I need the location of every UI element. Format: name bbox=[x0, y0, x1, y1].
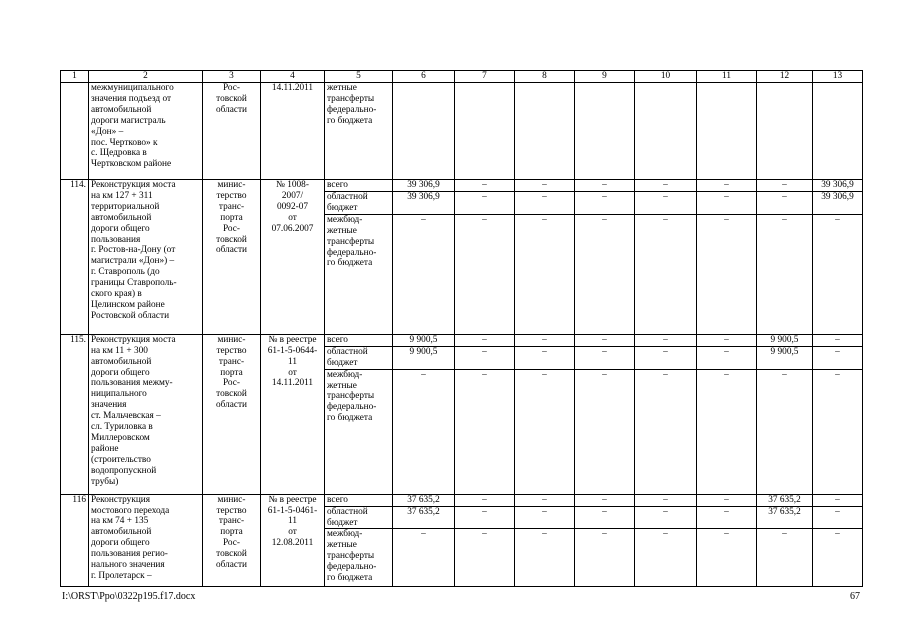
entry-number: 116 bbox=[61, 494, 89, 587]
funding-source: межбюд- жетные трансферты федерально- го бюджета bbox=[325, 369, 393, 494]
amount-cell: 37 635,2 bbox=[757, 506, 813, 529]
funding-source: межбюд- жетные трансферты федерально- го бюджета bbox=[325, 529, 393, 587]
entry-name: Реконструкция мостового перехода на км 74 + 135 автомобильной дороги общего пользования регио- нального значения г. Пролетарск – bbox=[89, 494, 203, 587]
cont-empty-cell bbox=[697, 83, 757, 180]
amount-cell: – bbox=[455, 214, 515, 334]
amount-cell: – bbox=[697, 192, 757, 215]
funding-source: всего bbox=[325, 494, 393, 506]
cont-name-cell: межмуниципального значения подъезд от автомобильной дороги магистраль «Дон» – пос. Чертково» к с. Щедровка в Чертковском районе bbox=[89, 83, 203, 180]
amount-cell: – bbox=[697, 494, 757, 506]
cont-empty-cell bbox=[455, 83, 515, 180]
amount-cell: – bbox=[635, 192, 697, 215]
amount-cell: – bbox=[393, 369, 455, 494]
entry-organization: минис- терство транс- порта Рос- товской области bbox=[203, 334, 261, 494]
entry-document: № в реестре 61-1-5-0644- 11 от 14.11.2011 bbox=[261, 334, 325, 494]
amount-cell: 9 900,5 bbox=[393, 334, 455, 346]
column-number-6: 6 bbox=[393, 71, 455, 83]
amount-cell: – bbox=[697, 334, 757, 346]
column-number-2: 2 bbox=[89, 71, 203, 83]
column-number-10: 10 bbox=[635, 71, 697, 83]
amount-cell: – bbox=[515, 369, 575, 494]
funding-source: всего bbox=[325, 180, 393, 192]
entry-document: № в реестре 61-1-5-0461- 11 от 12.08.2011 bbox=[261, 494, 325, 587]
amount-cell: – bbox=[515, 346, 575, 369]
cont-empty-cell bbox=[813, 83, 863, 180]
cont-num-cell bbox=[61, 83, 89, 180]
amount-cell: – bbox=[813, 529, 863, 587]
amount-cell: – bbox=[515, 506, 575, 529]
amount-cell: – bbox=[393, 529, 455, 587]
amount-cell: – bbox=[455, 334, 515, 346]
entry-organization: минис- терство транс- порта Рос- товской области bbox=[203, 494, 261, 587]
amount-cell: – bbox=[635, 506, 697, 529]
entry-organization: минис- терство транс- порта Рос- товской области bbox=[203, 180, 261, 335]
amount-cell: – bbox=[813, 506, 863, 529]
amount-cell: – bbox=[635, 346, 697, 369]
cont-empty-cell bbox=[393, 83, 455, 180]
column-number-5: 5 bbox=[325, 71, 393, 83]
funding-source: областной бюджет bbox=[325, 192, 393, 215]
amount-cell: – bbox=[515, 192, 575, 215]
column-number-3: 3 bbox=[203, 71, 261, 83]
amount-cell: 37 635,2 bbox=[757, 494, 813, 506]
amount-cell: – bbox=[393, 214, 455, 334]
entry-name: Реконструкция моста на км 11 + 300 автомобильной дороги общего пользования межму- ниципального значения ст. Мальчевская – сл. Туриловка в Миллеровском районе (строительство водопропускной трубы) bbox=[89, 334, 203, 494]
column-number-4: 4 bbox=[261, 71, 325, 83]
column-number-row bbox=[61, 71, 863, 83]
amount-cell: 39 306,9 bbox=[813, 180, 863, 192]
entry-row bbox=[61, 494, 863, 506]
amount-cell: – bbox=[575, 494, 635, 506]
amount-cell: – bbox=[757, 180, 813, 192]
amount-cell: – bbox=[455, 180, 515, 192]
amount-cell: – bbox=[455, 369, 515, 494]
entry-document: № 1008- 2007/ 0092-07 от 07.06.2007 bbox=[261, 180, 325, 335]
amount-cell: 9 900,5 bbox=[393, 346, 455, 369]
amount-cell: – bbox=[757, 214, 813, 334]
column-number-13: 13 bbox=[813, 71, 863, 83]
amount-cell: – bbox=[813, 334, 863, 346]
funding-source: областной бюджет bbox=[325, 346, 393, 369]
amount-cell: – bbox=[515, 214, 575, 334]
amount-cell: 39 306,9 bbox=[393, 180, 455, 192]
amount-cell: – bbox=[575, 192, 635, 215]
amount-cell: – bbox=[813, 369, 863, 494]
amount-cell: 9 900,5 bbox=[757, 346, 813, 369]
column-number-11: 11 bbox=[697, 71, 757, 83]
cont-org-cell: Рос- товской области bbox=[203, 83, 261, 180]
amount-cell: – bbox=[575, 506, 635, 529]
funding-source: межбюд- жетные трансферты федерально- го бюджета bbox=[325, 214, 393, 334]
amount-cell: – bbox=[697, 529, 757, 587]
amount-cell: – bbox=[575, 369, 635, 494]
cont-doc-cell: 14.11.2011 bbox=[261, 83, 325, 180]
cont-empty-cell bbox=[635, 83, 697, 180]
amount-cell: – bbox=[455, 346, 515, 369]
amount-cell: 39 306,9 bbox=[813, 192, 863, 215]
amount-cell: – bbox=[813, 214, 863, 334]
amount-cell: – bbox=[515, 180, 575, 192]
column-number-12: 12 bbox=[757, 71, 813, 83]
column-number-7: 7 bbox=[455, 71, 515, 83]
entry-row bbox=[61, 180, 863, 192]
amount-cell: 37 635,2 bbox=[393, 506, 455, 529]
funding-source: всего bbox=[325, 334, 393, 346]
amount-cell: – bbox=[455, 494, 515, 506]
cont-empty-cell bbox=[757, 83, 813, 180]
file-path: I:\ORST\Ppo\0322p195.f17.docx bbox=[62, 591, 196, 602]
cont-empty-cell bbox=[575, 83, 635, 180]
amount-cell: – bbox=[697, 369, 757, 494]
amount-cell: – bbox=[575, 180, 635, 192]
entry-number: 114. bbox=[61, 180, 89, 335]
amount-cell: – bbox=[635, 180, 697, 192]
amount-cell: – bbox=[697, 214, 757, 334]
amount-cell: – bbox=[757, 192, 813, 215]
amount-cell: – bbox=[813, 346, 863, 369]
amount-cell: – bbox=[813, 494, 863, 506]
funding-source: областной бюджет bbox=[325, 506, 393, 529]
amount-cell: – bbox=[455, 529, 515, 587]
amount-cell: – bbox=[635, 214, 697, 334]
amount-cell: – bbox=[515, 494, 575, 506]
cont-empty-cell bbox=[515, 83, 575, 180]
budget-table-sheet bbox=[60, 70, 862, 587]
amount-cell: 37 635,2 bbox=[393, 494, 455, 506]
column-number-1: 1 bbox=[61, 71, 89, 83]
entry-row bbox=[61, 334, 863, 346]
amount-cell: – bbox=[697, 180, 757, 192]
amount-cell: – bbox=[575, 214, 635, 334]
entry-number: 115. bbox=[61, 334, 89, 494]
amount-cell: 9 900,5 bbox=[757, 334, 813, 346]
amount-cell: 39 306,9 bbox=[393, 192, 455, 215]
amount-cell: – bbox=[697, 506, 757, 529]
amount-cell: – bbox=[757, 529, 813, 587]
column-number-8: 8 bbox=[515, 71, 575, 83]
amount-cell: – bbox=[757, 369, 813, 494]
continued-row bbox=[61, 83, 863, 180]
amount-cell: – bbox=[635, 529, 697, 587]
amount-cell: – bbox=[515, 529, 575, 587]
cont-source-cell: жетные трансферты федерально- го бюджета bbox=[325, 83, 393, 180]
column-number-9: 9 bbox=[575, 71, 635, 83]
amount-cell: – bbox=[635, 369, 697, 494]
amount-cell: – bbox=[575, 529, 635, 587]
amount-cell: – bbox=[575, 346, 635, 369]
amount-cell: – bbox=[635, 334, 697, 346]
page-number: 67 bbox=[850, 591, 860, 602]
amount-cell: – bbox=[575, 334, 635, 346]
amount-cell: – bbox=[515, 334, 575, 346]
amount-cell: – bbox=[455, 192, 515, 215]
page-footer bbox=[62, 590, 862, 604]
budget-table bbox=[60, 70, 863, 587]
entry-name: Реконструкция моста на км 127 + 311 территориальной автомобильной дороги общего пользования г. Ростов-на-Дону (от магистрали «Дон») – г. Ставрополь (до границы Ставрополь- ского края) в Целинском районе Ростовской области bbox=[89, 180, 203, 335]
amount-cell: – bbox=[455, 506, 515, 529]
amount-cell: – bbox=[635, 494, 697, 506]
amount-cell: – bbox=[697, 346, 757, 369]
